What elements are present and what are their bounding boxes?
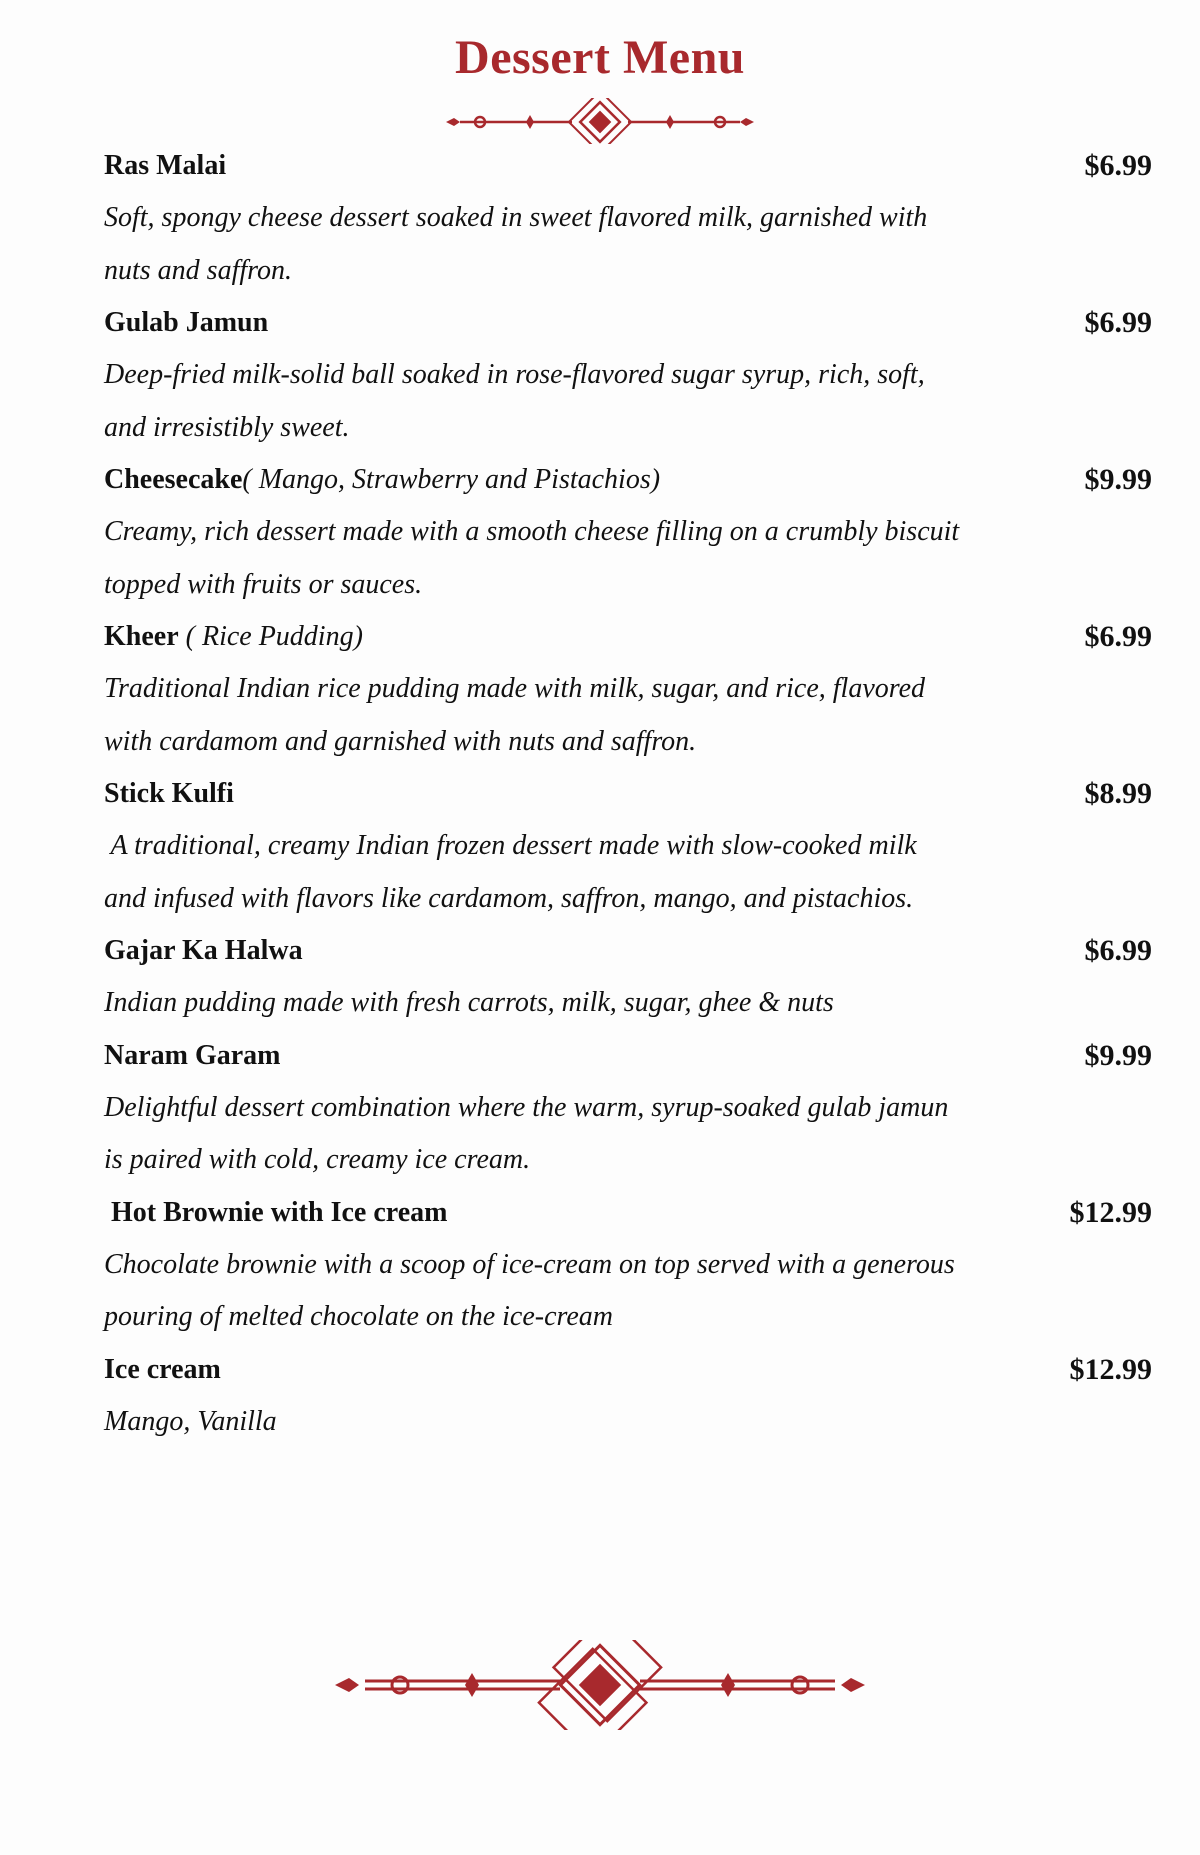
menu-item-kheer [104, 611, 1152, 768]
description-line: Deep-fried milk-solid ball soaked in rose-flavored sugar syrup, rich, soft, [104, 359, 925, 390]
description-line: with cardamom and garnished with nuts and saffron. [104, 725, 697, 757]
menu-item-stick-kulfi [104, 768, 1152, 925]
item-description [104, 506, 1054, 611]
menu-item-naram-garam [104, 1030, 1152, 1187]
item-name: Ras Malai [104, 150, 227, 181]
description-line: A traditional, creamy Indian frozen dessert made with slow-cooked milk [104, 830, 917, 861]
item-variant: ( Mango, Strawberry and Pistachios) [242, 464, 661, 495]
description-line: Chocolate brownie with a scoop of ice-cream on top served with a generous [104, 1248, 955, 1280]
ornament-divider-bottom [335, 1640, 865, 1730]
item-name: Stick Kulfi [104, 778, 234, 809]
description-line: Soft, spongy cheese dessert soaked in sweet flavored milk, garnished with [104, 202, 928, 233]
item-description [104, 192, 1054, 297]
item-price: $12.99 [1069, 1195, 1152, 1229]
item-description [104, 1396, 1054, 1449]
description-line: Delightful dessert combination where the warm, syrup-soaked gulab jamun [104, 1091, 949, 1123]
item-price: $6.99 [1084, 934, 1152, 967]
dessert-menu-list [104, 140, 1152, 1448]
menu-title: Dessert Menu [455, 31, 745, 84]
menu-item-cheesecake [104, 454, 1152, 611]
item-description [104, 663, 1054, 768]
item-name: Ice cream [104, 1353, 221, 1385]
item-name: Gajar Ka Halwa [104, 935, 303, 966]
item-variant: ( Rice Pudding) [178, 621, 363, 652]
description-line: is paired with cold, creamy ice cream. [104, 1144, 531, 1175]
menu-item-ice-cream [104, 1344, 1152, 1449]
description-line: Traditional Indian rice pudding made with milk, sugar, and rice, flavored [104, 673, 926, 704]
description-line: pouring of melted chocolate on the ice-cream [104, 1301, 614, 1332]
menu-item-gulab-jamun [104, 297, 1152, 454]
menu-item-ras-malai [104, 140, 1152, 297]
item-price: $9.99 [1084, 1038, 1152, 1072]
item-price: $6.99 [1084, 149, 1152, 182]
item-description [104, 1082, 1054, 1187]
item-description [104, 977, 1054, 1030]
item-price: $6.99 [1084, 306, 1152, 339]
item-price: $8.99 [1084, 777, 1152, 810]
description-line: Mango, Vanilla [104, 1405, 277, 1437]
item-price: $6.99 [1084, 620, 1152, 653]
menu-item-gajar-ka-halwa [104, 925, 1152, 1030]
description-line: Indian pudding made with fresh carrots, milk, sugar, ghee & nuts [104, 987, 834, 1018]
item-description [104, 1239, 1054, 1344]
menu-item-hot-brownie [104, 1187, 1152, 1344]
item-name: Kheer [104, 621, 179, 652]
description-line: and irresistibly sweet. [104, 411, 350, 443]
item-name: Gulab Jamun [104, 307, 269, 338]
item-name: Cheesecake [104, 464, 243, 495]
description-line: and infused with flavors like cardamom, saffron, mango, and pistachios. [104, 882, 914, 914]
description-line: nuts and saffron. [104, 254, 292, 286]
item-description [104, 349, 1054, 454]
item-price: $9.99 [1084, 463, 1152, 496]
item-name: Naram Garam [104, 1039, 281, 1071]
item-description [104, 820, 1054, 925]
item-price: $12.99 [1069, 1352, 1152, 1386]
item-name: Hot Brownie with Ice cream [104, 1196, 448, 1228]
description-line: topped with fruits or sauces. [104, 568, 423, 600]
ornament-divider-top [440, 98, 760, 144]
description-line: Creamy, rich dessert made with a smooth cheese filling on a crumbly biscuit [104, 516, 960, 547]
